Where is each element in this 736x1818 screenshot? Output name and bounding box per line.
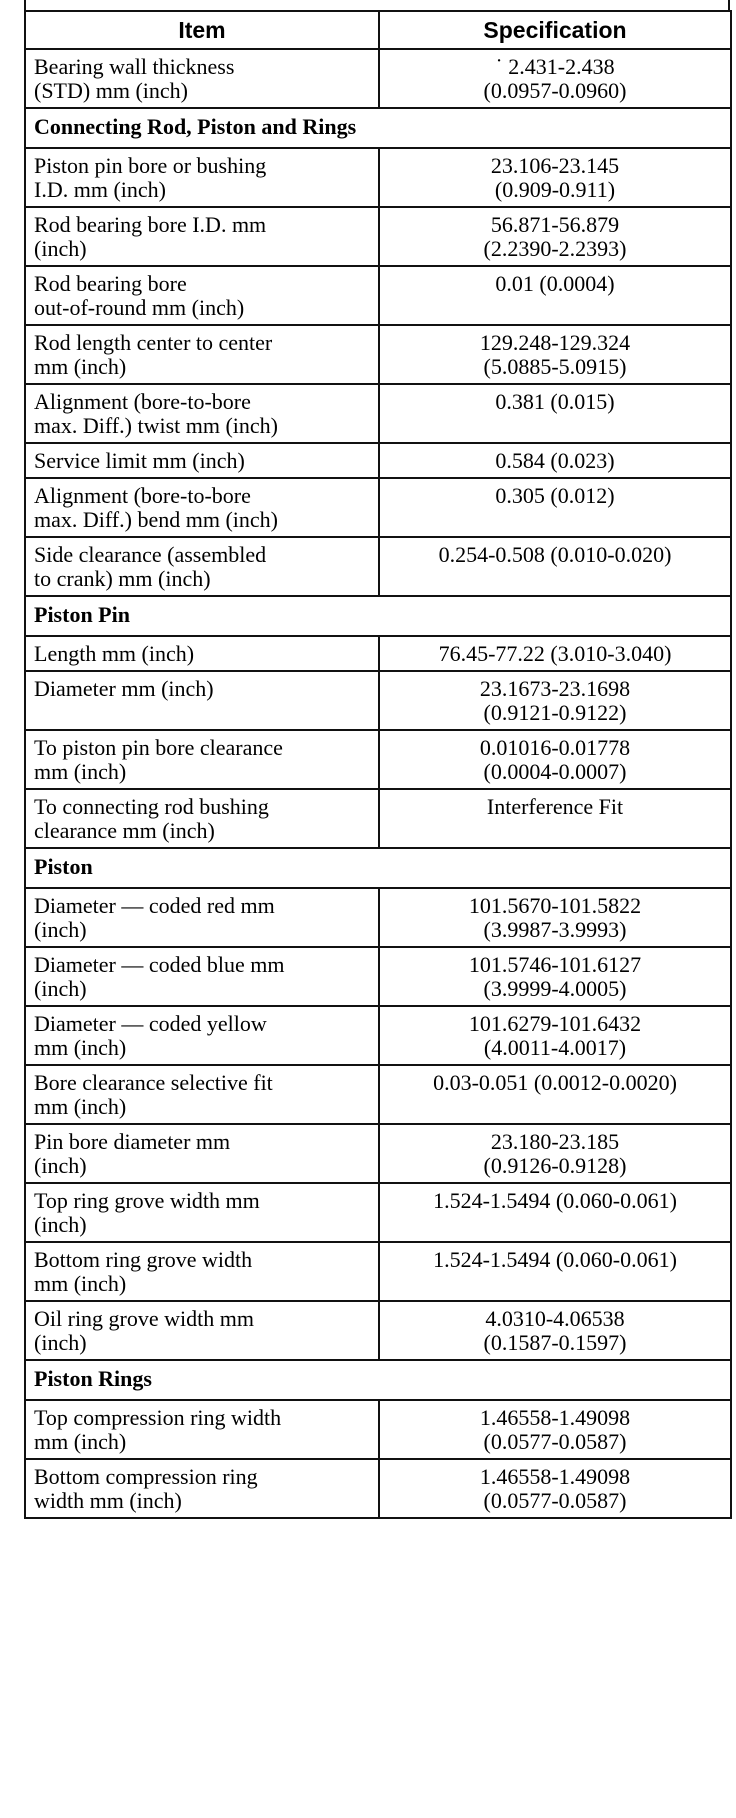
spec-value: (0.0577-0.0587) [483,1488,627,1513]
item-text: clearance mm (inch) [34,818,215,843]
spec-value: (0.9121-0.9122) [483,700,627,725]
table-body [25,49,731,1518]
table-row [25,1400,731,1459]
spec-value: (4.0011-4.0017) [483,1035,627,1060]
spec-cell [379,384,731,443]
spec-cell [379,636,731,671]
table-row [25,266,731,325]
item-cell [25,1183,379,1242]
spec-value: 23.106-23.145 [490,153,620,178]
section-title: Connecting Rod, Piston and Rings [25,108,731,148]
section-title: Piston [25,848,731,888]
item-text: (inch) [34,976,87,1001]
item-cell [25,148,379,207]
item-cell [25,443,379,478]
item-cell [25,671,379,730]
item-text: mm (inch) [34,1094,127,1119]
table-row [25,384,731,443]
spec-value: 1.524-1.5494 (0.060-0.061) [433,1247,677,1272]
table-row [25,730,731,789]
spec-value: (0.9126-0.9128) [483,1153,627,1178]
table-row [25,49,731,108]
spec-value: 76.45-77.22 (3.010-3.040) [438,641,672,666]
item-text: Diameter mm (inch) [34,676,214,701]
table-row [25,478,731,537]
spec-cell [379,1065,731,1124]
item-text: mm (inch) [34,1271,127,1296]
spec-cell [379,49,731,108]
spec-cell [379,478,731,537]
spec-value: (0.0957-0.0960) [483,78,627,103]
item-text: Service limit mm (inch) [34,448,245,473]
item-text: Diameter — coded red mm [34,893,275,918]
spec-cell [379,789,731,848]
spec-value: 0.01016-0.01778 [479,735,631,760]
table-row [25,207,731,266]
section-title: Piston Pin [25,596,731,636]
spec-value: 129.248-129.324 [479,330,631,355]
spec-value: 1.524-1.5494 (0.060-0.061) [433,1188,677,1213]
spec-cell [379,537,731,596]
spec-value: 0.03-0.051 (0.0012-0.0020) [433,1070,677,1095]
section-header-row [25,596,731,636]
spec-value: ˙ 2.431-2.438 [495,54,615,79]
spec-cell [379,1242,731,1301]
item-text: (inch) [34,1212,87,1237]
spec-value: (3.9999-4.0005) [483,976,627,1001]
spec-cell [379,1459,731,1518]
item-cell [25,1006,379,1065]
item-cell [25,1124,379,1183]
table-row [25,1459,731,1518]
item-text: Length mm (inch) [34,641,195,666]
item-text: mm (inch) [34,354,127,379]
spec-cell [379,325,731,384]
spec-cell [379,947,731,1006]
table-row [25,671,731,730]
item-cell [25,1459,379,1518]
spec-value: 0.584 (0.023) [495,448,615,473]
spec-cell [379,443,731,478]
item-text: Rod bearing bore [34,271,187,296]
item-text: (STD) mm (inch) [34,78,188,103]
item-text: to crank) mm (inch) [34,566,211,591]
table-row [25,325,731,384]
item-text: mm (inch) [34,759,127,784]
item-text: Bearing wall thickness [34,54,235,79]
table-row [25,1183,731,1242]
item-text: max. Diff.) bend mm (inch) [34,507,278,532]
table-row [25,888,731,947]
item-text: To piston pin bore clearance [34,735,283,760]
section-header-row [25,108,731,148]
table-row [25,1242,731,1301]
spec-value: (0.0577-0.0587) [483,1429,627,1454]
item-text: max. Diff.) twist mm (inch) [34,413,278,438]
spec-value: 101.6279-101.6432 [468,1011,642,1036]
item-cell [25,325,379,384]
spec-cell [379,148,731,207]
item-text: (inch) [34,236,87,261]
item-column-header: Item [25,11,379,49]
table-row [25,443,731,478]
spec-value: 1.46558-1.49098 [479,1405,631,1430]
item-cell [25,49,379,108]
spec-value: 4.0310-4.06538 [485,1306,625,1331]
spec-value: 0.305 (0.012) [495,483,615,508]
section-title: Piston Rings [25,1360,731,1400]
item-text: Rod bearing bore I.D. mm [34,212,267,237]
table-row [25,1124,731,1183]
item-text: Alignment (bore-to-bore [34,389,251,414]
spec-cell [379,1400,731,1459]
specification-column-header: Specification [379,11,731,49]
item-text: width mm (inch) [34,1488,182,1513]
spec-cell [379,266,731,325]
item-text: Bottom ring grove width [34,1247,253,1272]
item-text: out-of-round mm (inch) [34,295,245,320]
item-text: Pin bore diameter mm [34,1129,231,1154]
spec-value: Interference Fit [486,794,624,819]
spec-cell [379,1006,731,1065]
spec-value: 0.01 (0.0004) [495,271,615,296]
spec-value: 56.871-56.879 [490,212,620,237]
item-cell [25,888,379,947]
item-cell [25,789,379,848]
item-cell [25,730,379,789]
specification-table [24,10,732,1519]
table-row [25,636,731,671]
item-cell [25,636,379,671]
spec-value: 0.381 (0.015) [495,389,615,414]
table-top-edge [24,0,730,10]
spec-value: 101.5746-101.6127 [468,952,642,977]
item-cell [25,1400,379,1459]
spec-value: (0.1587-0.1597) [483,1330,627,1355]
item-text: Alignment (bore-to-bore [34,483,251,508]
spec-cell [379,207,731,266]
item-cell [25,266,379,325]
item-text: Diameter — coded blue mm [34,952,285,977]
item-text: I.D. mm (inch) [34,177,166,202]
item-text: (inch) [34,1153,87,1178]
spec-value: (3.9987-3.9993) [483,917,627,942]
table-row [25,947,731,1006]
spec-cell [379,671,731,730]
item-cell [25,478,379,537]
item-text: Piston pin bore or bushing [34,153,267,178]
section-header-row [25,1360,731,1400]
item-cell [25,1065,379,1124]
item-text: Top compression ring width [34,1405,282,1430]
item-cell [25,1301,379,1360]
spec-value: 23.1673-23.1698 [479,676,631,701]
spec-value: (5.0885-5.0915) [483,354,627,379]
table-row [25,1065,731,1124]
item-text: Diameter — coded yellow [34,1011,267,1036]
spec-cell [379,1124,731,1183]
table-row [25,537,731,596]
item-text: Top ring grove width mm [34,1188,260,1213]
item-cell [25,947,379,1006]
item-text: Bottom compression ring [34,1464,258,1489]
item-text: To connecting rod bushing [34,794,269,819]
item-text: Oil ring grove width mm [34,1306,254,1331]
spec-cell [379,730,731,789]
spec-table-container [24,10,730,1519]
item-text: (inch) [34,917,87,942]
spec-value: 101.5670-101.5822 [468,893,642,918]
spec-value: (2.2390-2.2393) [483,236,627,261]
item-text: Rod length center to center [34,330,273,355]
spec-cell [379,1301,731,1360]
item-text: (inch) [34,1330,87,1355]
item-text: mm (inch) [34,1035,127,1060]
spec-value: 1.46558-1.49098 [479,1464,631,1489]
spec-cell [379,1183,731,1242]
section-header-row [25,848,731,888]
table-row [25,1301,731,1360]
table-header-row [25,11,731,49]
item-cell [25,384,379,443]
item-cell [25,1242,379,1301]
spec-value: (0.0004-0.0007) [483,759,627,784]
item-cell [25,537,379,596]
item-text: mm (inch) [34,1429,127,1454]
spec-value: 0.254-0.508 (0.010-0.020) [438,542,672,567]
item-cell [25,207,379,266]
item-text: Side clearance (assembled [34,542,267,567]
spec-cell [379,888,731,947]
table-row [25,1006,731,1065]
spec-value: (0.909-0.911) [494,177,616,202]
table-row [25,789,731,848]
item-text: Bore clearance selective fit [34,1070,273,1095]
spec-value: 23.180-23.185 [490,1129,620,1154]
table-row [25,148,731,207]
